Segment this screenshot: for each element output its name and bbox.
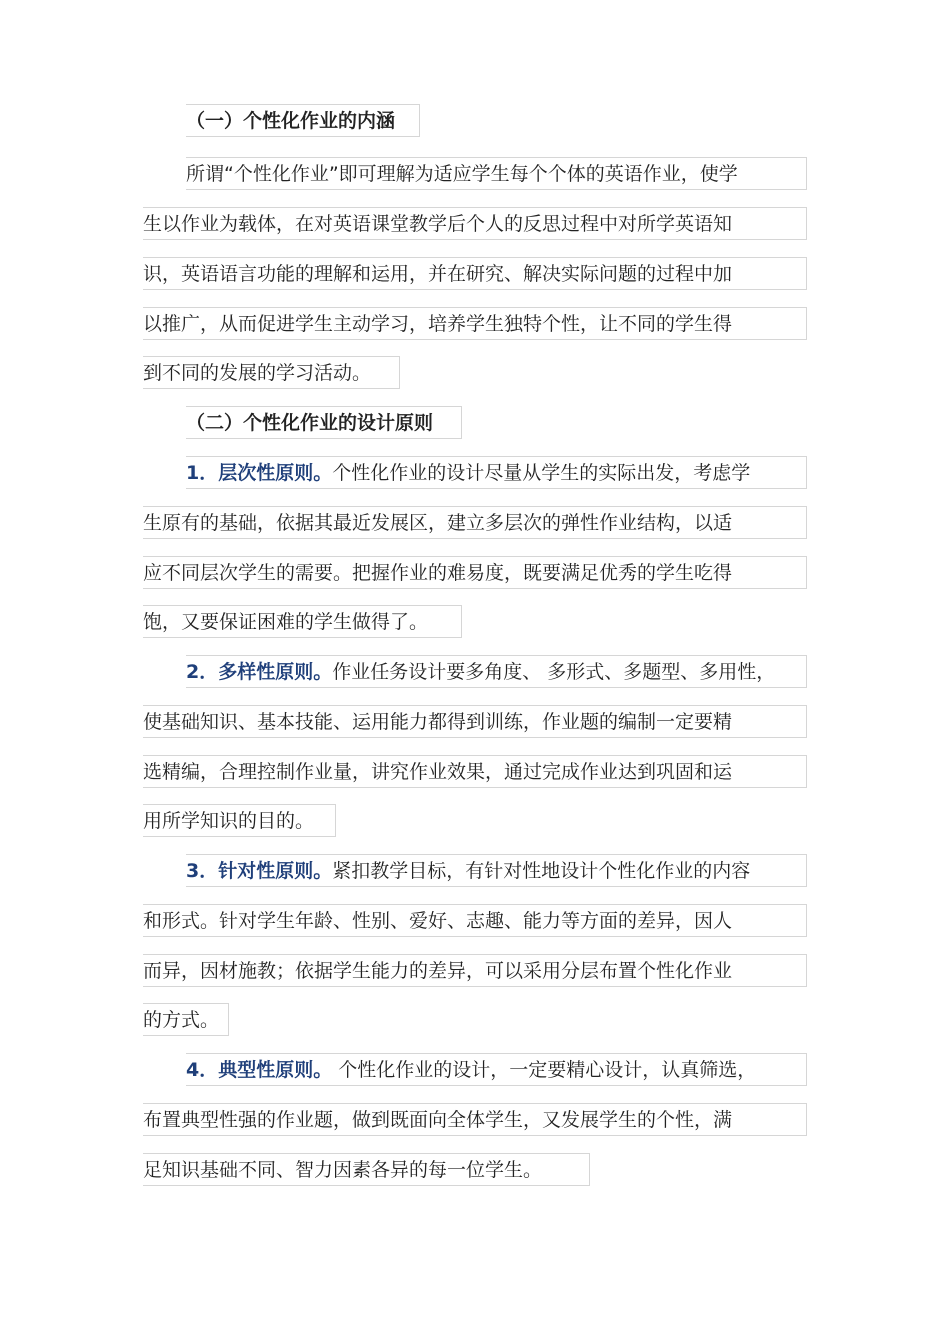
paragraph-line: 而异，因材施教；依据学生能力的差异，可以采用分层布置个性化作业 [143,954,807,987]
paragraph-line: 的方式。 [143,1003,229,1036]
principle-label: 2．多样性原则。 [186,661,333,683]
paragraph-line: 和形式。针对学生年龄、性别、爱好、志趣、能力等方面的差异，因人 [143,904,807,937]
paragraph-line: 识，英语语言功能的理解和运用，并在研究、解决实际问题的过程中加 [143,257,807,290]
principle-3-first-line [186,854,807,887]
principle-text: 作业任务设计要多角度、 多形式、多题型、多用性， [332,661,776,683]
principle-4-first-line [186,1053,807,1086]
paragraph-line: 选精编，合理控制作业量，讲究作业效果，通过完成作业达到巩固和运 [143,755,807,788]
paragraph-line: 应不同层次学生的需要。把握作业的难易度，既要满足优秀的学生吃得 [143,556,807,589]
section-heading-2: （二）个性化作业的设计原则 [186,406,462,439]
principle-label: 3．针对性原则。 [186,860,333,882]
principle-label: 4．典型性原则。 [186,1059,333,1081]
paragraph-line: 用所学知识的目的。 [143,804,336,837]
paragraph-line: 以推广，从而促进学生主动学习，培养学生独特个性，让不同的学生得 [143,307,807,340]
principle-text: 个性化作业的设计，一定要精心设计，认真筛选， [332,1059,757,1081]
principle-2-first-line [186,655,807,688]
principle-label: 1．层次性原则。 [186,462,333,484]
paragraph-line: 生原有的基础，依据其最近发展区，建立多层次的弹性作业结构，以适 [143,506,807,539]
paragraph-line: 饱，又要保证困难的学生做得了。 [143,605,462,638]
paragraph-line: 生以作业为载体，在对英语课堂教学后个人的反思过程中对所学英语知 [143,207,807,240]
paragraph-line: 足知识基础不同、智力因素各异的每一位学生。 [143,1153,590,1186]
section-heading-1: （一）个性化作业的内涵 [186,104,420,137]
principle-1-first-line [186,456,807,489]
paragraph-line: 使基础知识、基本技能、运用能力都得到训练，作业题的编制一定要精 [143,705,807,738]
paragraph-line: 所谓“个性化作业”即可理解为适应学生每个个体的英语作业，使学 [186,157,807,190]
principle-text: 个性化作业的设计尽量从学生的实际出发，考虑学 [332,462,751,484]
paragraph-line: 到不同的发展的学习活动。 [143,356,400,389]
paragraph-line: 布置典型性强的作业题，做到既面向全体学生，又发展学生的个性，满 [143,1103,807,1136]
principle-text: 紧扣教学目标，有针对性地设计个性化作业的内容 [332,860,751,882]
